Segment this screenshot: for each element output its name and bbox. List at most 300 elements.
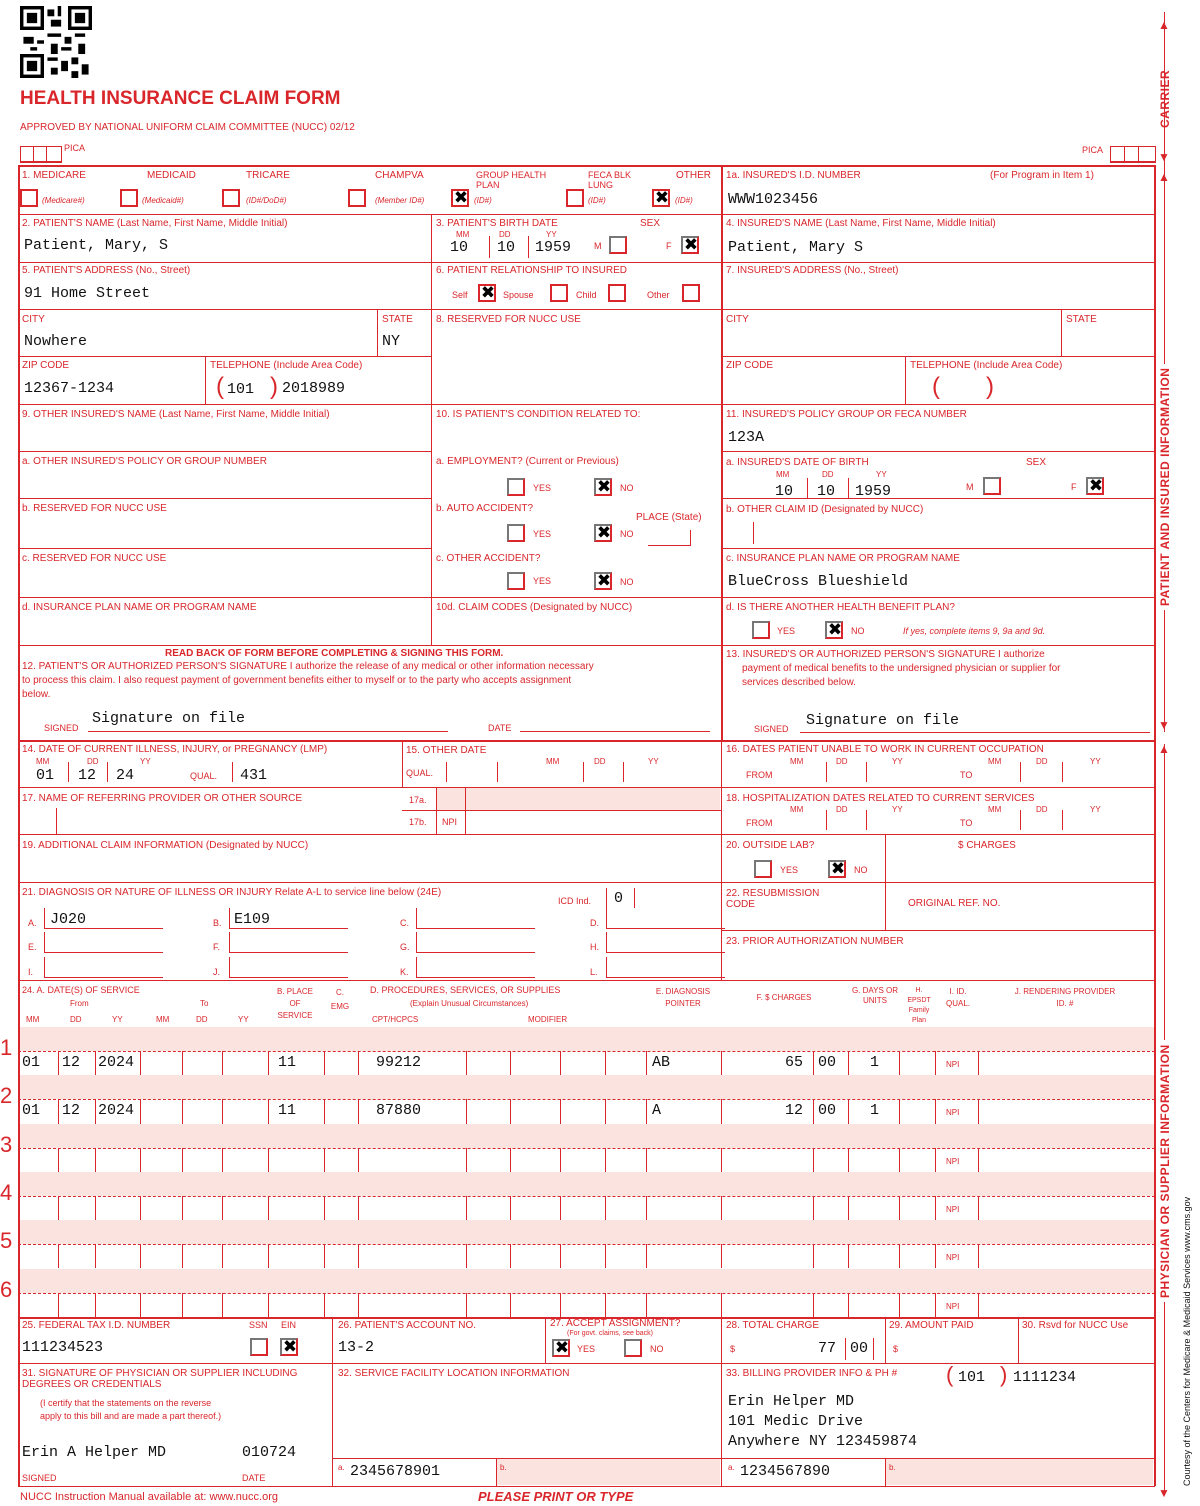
tricare-checkbox[interactable] — [222, 189, 240, 207]
diag-letter: D. — [590, 918, 599, 928]
box9-label: 9. OTHER INSURED'S NAME (Last Name, First Name, Middle Initial) — [22, 409, 330, 420]
total-dollars-value[interactable]: 77 — [818, 1340, 837, 1357]
box8-label: 8. RESERVED FOR NUCC USE — [436, 314, 581, 325]
line-npi-label: NPI — [946, 1205, 960, 1215]
diag-field[interactable] — [416, 932, 535, 953]
line-col — [646, 1051, 647, 1075]
line-col — [268, 1099, 269, 1123]
another-plan-no-checkbox[interactable] — [825, 621, 843, 639]
side-carrier: CARRIER — [1158, 69, 1172, 128]
zip-value[interactable]: 12367-1234 — [24, 380, 115, 397]
line-col — [560, 1244, 561, 1268]
employment-yes-checkbox[interactable] — [507, 478, 525, 496]
b33a-value[interactable]: 1234567890 — [740, 1463, 831, 1480]
sig12-value[interactable]: Signature on file — [92, 710, 246, 727]
line-npi-label: NPI — [946, 1060, 960, 1070]
b33-phone-value[interactable]: 1111234 — [1013, 1369, 1077, 1386]
line-col — [140, 1244, 141, 1268]
other-acc-yes-checkbox[interactable] — [507, 572, 525, 590]
line-col — [222, 1148, 223, 1172]
line-col — [813, 1293, 814, 1317]
line-col — [646, 1244, 647, 1268]
line-col — [935, 1293, 936, 1317]
line-shade — [20, 1172, 1154, 1196]
line-divider — [18, 1244, 1155, 1245]
box9c-label: c. RESERVED FOR NUCC USE — [22, 553, 167, 564]
diag-letter: E. — [28, 942, 37, 952]
line-col — [605, 1196, 606, 1220]
line-cpt[interactable]: 87880 — [376, 1102, 422, 1120]
outside-lab-yes-checkbox[interactable] — [754, 860, 772, 878]
other-checkbox[interactable] — [652, 189, 670, 207]
plan-name-value[interactable]: BlueCross Blueshield — [728, 573, 909, 590]
line-col — [899, 1051, 900, 1075]
line-diag-pointer[interactable]: AB — [652, 1054, 671, 1072]
box2-label: 2. PATIENT'S NAME (Last Name, First Name, Middle Initial) — [22, 218, 288, 229]
box33-label: 33. BILLING PROVIDER INFO & PH # — [726, 1368, 898, 1379]
box10d-label: 10d. CLAIM CODES (Designated by NUCC) — [436, 602, 633, 613]
line-npi-label: NPI — [946, 1253, 960, 1263]
tel-num-value[interactable]: 2018989 — [282, 380, 346, 397]
box30-label: 30. Rsvd for NUCC Use — [1022, 1320, 1129, 1331]
box11d-label: d. IS THERE ANOTHER HEALTH BENEFIT PLAN? — [726, 602, 955, 613]
box20-label: 20. OUTSIDE LAB? — [726, 840, 815, 851]
line-col — [95, 1196, 96, 1220]
diag-a-value[interactable]: J020 — [50, 911, 87, 928]
line-col — [268, 1051, 269, 1075]
line-col — [978, 1196, 979, 1220]
line-cpt[interactable]: 99212 — [376, 1054, 422, 1072]
diag-letter: F. — [213, 942, 221, 952]
line-col — [324, 1244, 325, 1268]
state-value[interactable]: NY — [382, 333, 401, 350]
physician-name-value[interactable]: Erin A Helper MD — [22, 1444, 167, 1461]
line-col — [560, 1196, 561, 1220]
line-col — [95, 1051, 96, 1075]
box1-medicare-label: 1. MEDICARE — [22, 170, 86, 181]
line-col — [978, 1148, 979, 1172]
line-col — [182, 1148, 183, 1172]
line-col — [848, 1244, 849, 1268]
box6-label: 6. PATIENT RELATIONSHIP TO INSURED — [436, 265, 627, 276]
box22-label: 22. RESUBMISSION CODE — [726, 888, 820, 910]
line-col — [646, 1293, 647, 1317]
line-col — [324, 1293, 325, 1317]
line-units[interactable]: 1 — [870, 1102, 880, 1120]
line-col — [605, 1244, 606, 1268]
line-col — [358, 1244, 359, 1268]
line-col — [466, 1099, 467, 1123]
diag-field[interactable] — [416, 908, 535, 929]
line-divider — [18, 1051, 1155, 1052]
diag-letter: K. — [400, 967, 409, 977]
line-col — [560, 1051, 561, 1075]
box24c-label: C. EMG — [330, 988, 350, 1011]
line-col — [560, 1099, 561, 1123]
another-plan-yes-checkbox[interactable] — [752, 621, 770, 639]
line-col — [182, 1099, 183, 1123]
patient-name-value[interactable]: Patient, Mary, S — [24, 237, 169, 254]
box12-label: 12. PATIENT'S OR AUTHORIZED PERSON'S SIGNATURE I authorize the release of any medical or other information necessary — [22, 661, 594, 672]
box24e-label: E. DIAGNOSIS POINTER — [655, 987, 711, 1008]
box5-label: 5. PATIENT'S ADDRESS (No., Street) — [22, 265, 191, 276]
approved-text: APPROVED BY NATIONAL UNIFORM CLAIM COMMITTEE (NUCC) 02/12 — [20, 122, 355, 133]
insured-id-value[interactable]: WWW1023456 — [728, 191, 819, 208]
box31-label: 31. SIGNATURE OF PHYSICIAN OR SUPPLIER INCLUDING DEGREES OR CREDENTIALS — [22, 1368, 298, 1390]
line-col — [605, 1148, 606, 1172]
account-no-value[interactable]: 13-2 — [338, 1339, 375, 1356]
side-physician: PHYSICIAN OR SUPPLIER INFORMATION — [1158, 1040, 1172, 1302]
line-col — [605, 1051, 606, 1075]
line-from-dd[interactable]: 12 — [62, 1102, 81, 1120]
pica-left: PICA — [64, 143, 86, 153]
physician-date-value[interactable]: 010724 — [242, 1444, 297, 1461]
line-col — [935, 1099, 936, 1123]
b32a-value[interactable]: 2345678901 — [350, 1463, 441, 1480]
line-number: 3 — [0, 1131, 13, 1157]
diag-field[interactable] — [44, 957, 163, 978]
diag-field[interactable] — [606, 957, 725, 978]
line-col — [510, 1148, 511, 1172]
line-col — [978, 1244, 979, 1268]
box1a-note: (For Program in Item 1) — [990, 170, 1094, 181]
other-acc-no-checkbox[interactable] — [594, 572, 612, 590]
line-col — [848, 1148, 849, 1172]
box10a-label: a. EMPLOYMENT? (Current or Previous) — [436, 456, 619, 467]
feca-checkbox[interactable] — [566, 189, 584, 207]
line-col — [140, 1148, 141, 1172]
line-shade — [20, 1075, 1154, 1099]
side-patient: PATIENT AND INSURED INFORMATION — [1158, 364, 1172, 610]
box16-label: 16. DATES PATIENT UNABLE TO WORK IN CURRENT OCCUPATION — [726, 744, 1044, 755]
b14-mm[interactable]: 01 — [36, 767, 55, 784]
box28-label: 28. TOTAL CHARGE — [726, 1320, 819, 1331]
line-col — [510, 1244, 511, 1268]
pica-right-boxes — [1110, 146, 1156, 163]
medicaid-checkbox[interactable] — [120, 189, 138, 207]
line-col — [58, 1196, 59, 1220]
box11a-label: a. INSURED'S DATE OF BIRTH — [726, 457, 869, 468]
b33-area-value[interactable]: 101 — [958, 1369, 986, 1386]
b33-line3-value[interactable]: Anywhere NY 123459874 — [728, 1433, 918, 1450]
diag-letter: A. — [28, 918, 37, 928]
line-from-mm[interactable]: 01 — [22, 1102, 41, 1120]
icd-ind-value[interactable]: 0 — [614, 890, 624, 907]
line-col — [466, 1051, 467, 1075]
medicare-checkbox[interactable] — [20, 189, 38, 207]
ein-checkbox[interactable] — [280, 1338, 298, 1356]
footer-left: NUCC Instruction Manual available at: www.nucc.org — [20, 1491, 279, 1503]
sig13-value[interactable]: Signature on file — [806, 712, 960, 729]
box17-label: 17. NAME OF REFERRING PROVIDER OR OTHER SOURCE — [22, 793, 303, 804]
line-col — [935, 1196, 936, 1220]
line-col — [268, 1196, 269, 1220]
diag-field[interactable] — [416, 957, 535, 978]
line-col — [268, 1148, 269, 1172]
box9b-label: b. RESERVED FOR NUCC USE — [22, 503, 167, 514]
box24d-label: D. PROCEDURES, SERVICES, OR SUPPLIES — [370, 985, 561, 995]
ins-birth-yy[interactable]: 1959 — [855, 483, 892, 500]
box1-group-label: GROUP HEALTH PLAN — [476, 170, 547, 190]
line-col — [182, 1196, 183, 1220]
diag-letter: J. — [213, 967, 221, 977]
line-col — [358, 1051, 359, 1075]
line-col — [324, 1099, 325, 1123]
line-col — [978, 1099, 979, 1123]
ssn-checkbox[interactable] — [250, 1338, 268, 1356]
diag-field[interactable] — [229, 957, 348, 978]
line-divider — [18, 1196, 1155, 1197]
birth-mm[interactable]: 10 — [450, 239, 469, 256]
patient-address-value[interactable]: 91 Home Street — [24, 285, 151, 302]
assignment-yes-checkbox[interactable] — [552, 1339, 570, 1357]
line-col — [58, 1099, 59, 1123]
box24j-label: J. RENDERING PROVIDER ID. # — [1014, 987, 1116, 1008]
line-col — [95, 1244, 96, 1268]
sex-m-checkbox[interactable] — [609, 236, 627, 254]
footer-center: PLEASE PRINT OR TYPE — [478, 1489, 634, 1504]
box3-label: 3. PATIENT'S BIRTH DATE — [436, 218, 558, 229]
line-pos[interactable]: 11 — [278, 1054, 297, 1072]
line-shade — [20, 1220, 1154, 1244]
line-col — [721, 1148, 722, 1172]
ins-sex-f-checkbox[interactable] — [1086, 477, 1104, 495]
outside-lab-no-checkbox[interactable] — [828, 860, 846, 878]
line-from-yy[interactable]: 2024 — [98, 1054, 135, 1072]
line-divider — [18, 1099, 1155, 1100]
rel-self-checkbox[interactable] — [478, 284, 496, 302]
total-cents-value[interactable]: 00 — [850, 1340, 869, 1357]
box1-champva-label: CHAMPVA — [375, 170, 424, 181]
line-npi-label: NPI — [946, 1156, 960, 1166]
rel-child-checkbox[interactable] — [608, 284, 626, 302]
tax-id-value[interactable]: 111234523 — [22, 1339, 104, 1356]
box25-label: 25. FEDERAL TAX I.D. NUMBER — [22, 1320, 171, 1331]
line-col — [510, 1099, 511, 1123]
line-col — [182, 1293, 183, 1317]
box18-label: 18. HOSPITALIZATION DATES RELATED TO CURRENT SERVICES — [726, 793, 1035, 804]
box10c-label: c. OTHER ACCIDENT? — [436, 553, 541, 564]
box11c-label: c. INSURANCE PLAN NAME OR PROGRAM NAME — [726, 553, 960, 564]
line-units[interactable]: 1 — [870, 1054, 880, 1072]
line-col — [899, 1244, 900, 1268]
line-col — [268, 1293, 269, 1317]
line-col — [182, 1244, 183, 1268]
line-col — [222, 1244, 223, 1268]
line-col — [466, 1293, 467, 1317]
line-col — [140, 1099, 141, 1123]
line-col — [935, 1148, 936, 1172]
line-col — [813, 1099, 814, 1123]
line-shade — [20, 1269, 1154, 1293]
group-health-plan-checkbox[interactable] — [451, 189, 469, 207]
diag-letter: G. — [400, 942, 410, 952]
line-col — [58, 1293, 59, 1317]
diag-letter: B. — [213, 918, 222, 928]
line-col — [222, 1293, 223, 1317]
policy-group-value[interactable]: 123A — [728, 429, 765, 446]
line-col — [813, 1051, 814, 1075]
ins-birth-mm[interactable]: 10 — [775, 483, 794, 500]
b33-line1-value[interactable]: Erin Helper MD — [728, 1393, 855, 1410]
line-charge-dollars[interactable]: 65 — [785, 1054, 804, 1072]
line-col — [978, 1051, 979, 1075]
line-col — [58, 1051, 59, 1075]
pica-right: PICA — [1082, 145, 1104, 155]
box14-label: 14. DATE OF CURRENT ILLNESS, INJURY, or PREGNANCY (LMP) — [22, 744, 328, 755]
b14-yy[interactable]: 24 — [116, 767, 135, 784]
birth-dd[interactable]: 10 — [497, 239, 516, 256]
b33-line2-value[interactable]: 101 Medic Drive — [728, 1413, 864, 1430]
box24b-label: B. PLACE OF SERVICE — [276, 987, 313, 1020]
line-col — [721, 1244, 722, 1268]
line-col — [813, 1244, 814, 1268]
side-courtesy: Courtesy of the Centers for Medicare & Medicaid Services www.cms.gov — [1182, 1196, 1192, 1486]
line-col — [646, 1099, 647, 1123]
line-col — [560, 1148, 561, 1172]
diag-letter: I. — [28, 967, 34, 977]
box1-feca-label: FECA BLK LUNG — [588, 170, 632, 190]
line-col — [935, 1244, 936, 1268]
line-shade — [20, 1124, 1154, 1148]
line-col — [848, 1293, 849, 1317]
line-from-yy[interactable]: 2024 — [98, 1102, 135, 1120]
line-charge-cents[interactable]: 00 — [818, 1102, 837, 1120]
box11b-label: b. OTHER CLAIM ID (Designated by NUCC) — [726, 504, 924, 515]
box24g-label: G. DAYS OR UNITS — [851, 986, 899, 1005]
box1-other-label: OTHER — [676, 170, 711, 181]
line-col — [140, 1293, 141, 1317]
box9d-label: d. INSURANCE PLAN NAME OR PROGRAM NAME — [22, 602, 257, 613]
b14-qual[interactable]: 431 — [240, 767, 268, 784]
box26-label: 26. PATIENT'S ACCOUNT NO. — [338, 1320, 477, 1331]
line-col — [605, 1099, 606, 1123]
box11-label: 11. INSURED'S POLICY GROUP OR FECA NUMBER — [726, 409, 967, 420]
line-col — [222, 1051, 223, 1075]
line-charge-dollars[interactable]: 12 — [785, 1102, 804, 1120]
line-col — [358, 1196, 359, 1220]
line-col — [95, 1293, 96, 1317]
line-col — [721, 1293, 722, 1317]
diag-field[interactable] — [606, 908, 725, 929]
line-col — [358, 1099, 359, 1123]
line-col — [222, 1196, 223, 1220]
box24f-label: F. $ CHARGES — [756, 993, 812, 1002]
diag-b-value[interactable]: E109 — [234, 911, 271, 928]
box21-label: 21. DIAGNOSIS OR NATURE OF ILLNESS OR INJURY Relate A-L to service line below (24E) — [22, 887, 442, 898]
line-pos[interactable]: 11 — [278, 1102, 297, 1120]
line-col — [324, 1051, 325, 1075]
box23-label: 23. PRIOR AUTHORIZATION NUMBER — [726, 936, 904, 947]
rel-spouse-checkbox[interactable] — [550, 284, 568, 302]
line-col — [978, 1293, 979, 1317]
sex-f-checkbox[interactable] — [681, 236, 699, 254]
line-from-dd[interactable]: 12 — [62, 1054, 81, 1072]
box15-label: 15. OTHER DATE — [406, 745, 487, 756]
line-col — [646, 1196, 647, 1220]
auto-yes-checkbox[interactable] — [507, 524, 525, 542]
qr-code — [20, 6, 92, 78]
box1-tricare-label: TRICARE — [246, 170, 290, 181]
ins-sex-m-checkbox[interactable] — [983, 477, 1001, 495]
line-col — [358, 1148, 359, 1172]
line-col — [510, 1196, 511, 1220]
line-number: 4 — [0, 1179, 13, 1205]
diag-letter: L. — [590, 967, 598, 977]
line-col — [324, 1196, 325, 1220]
line-col — [95, 1148, 96, 1172]
diag-field[interactable] — [229, 932, 348, 953]
birth-yy[interactable]: 1959 — [535, 239, 572, 256]
line-diag-pointer[interactable]: A — [652, 1102, 662, 1120]
line-col — [466, 1148, 467, 1172]
box13-label: 13. INSURED'S OR AUTHORIZED PERSON'S SIGNATURE I authorize — [726, 649, 1045, 660]
line-shade — [20, 1027, 1154, 1051]
line-col — [510, 1051, 511, 1075]
line-col — [646, 1148, 647, 1172]
line-col — [848, 1099, 849, 1123]
box24h-label: H. EPSDT Family Plan — [907, 987, 931, 1024]
employment-no-checkbox[interactable] — [594, 478, 612, 496]
line-col — [358, 1293, 359, 1317]
line-col — [605, 1293, 606, 1317]
box29-label: 29. AMOUNT PAID — [889, 1320, 974, 1331]
line-col — [899, 1148, 900, 1172]
box9a-label: a. OTHER INSURED'S POLICY OR GROUP NUMBER — [22, 456, 267, 467]
line-number: 2 — [0, 1083, 13, 1109]
line-col — [899, 1099, 900, 1123]
line-col — [560, 1293, 561, 1317]
insured-name-value[interactable]: Patient, Mary S — [728, 239, 864, 256]
champva-checkbox[interactable] — [348, 189, 366, 207]
line-col — [268, 1244, 269, 1268]
box10-label: 10. IS PATIENT'S CONDITION RELATED TO: — [436, 409, 641, 420]
box27-label: 27. ACCEPT ASSIGNMENT? — [550, 1318, 681, 1329]
assignment-no-checkbox[interactable] — [624, 1339, 642, 1357]
box1-medicaid-label: MEDICAID — [147, 170, 196, 181]
box10b-label: b. AUTO ACCIDENT? — [436, 503, 534, 514]
diag-field[interactable] — [606, 932, 725, 953]
line-col — [58, 1148, 59, 1172]
line-charge-cents[interactable]: 00 — [818, 1054, 837, 1072]
auto-no-checkbox[interactable] — [594, 524, 612, 542]
box24a-label: 24. A. DATE(S) OF SERVICE — [22, 985, 140, 995]
read-back-text: READ BACK OF FORM BEFORE COMPLETING & SIGNING THIS FORM. — [165, 648, 504, 659]
city-value[interactable]: Nowhere — [24, 333, 88, 350]
line-number: 1 — [0, 1035, 13, 1060]
box7-label: 7. INSURED'S ADDRESS (No., Street) — [726, 265, 899, 276]
line-from-mm[interactable]: 01 — [22, 1054, 41, 1072]
line-col — [848, 1196, 849, 1220]
rel-other-checkbox[interactable] — [682, 284, 700, 302]
b14-dd[interactable]: 12 — [78, 767, 97, 784]
line-col — [466, 1196, 467, 1220]
ins-birth-dd[interactable]: 10 — [817, 483, 836, 500]
line-npi-label: NPI — [946, 1301, 960, 1311]
pica-left-boxes — [20, 146, 62, 163]
box19-label: 19. ADDITIONAL CLAIM INFORMATION (Designated by NUCC) — [22, 840, 309, 851]
line-col — [721, 1051, 722, 1075]
form-title: HEALTH INSURANCE CLAIM FORM — [20, 88, 341, 109]
diag-letter: H. — [590, 942, 599, 952]
diag-letter: C. — [400, 918, 409, 928]
line-col — [58, 1244, 59, 1268]
diag-field[interactable] — [44, 932, 163, 953]
box32-label: 32. SERVICE FACILITY LOCATION INFORMATION — [338, 1368, 570, 1379]
line-col — [95, 1099, 96, 1123]
tel-area-value[interactable]: 101 — [227, 381, 255, 398]
line-number: 6 — [0, 1276, 13, 1302]
